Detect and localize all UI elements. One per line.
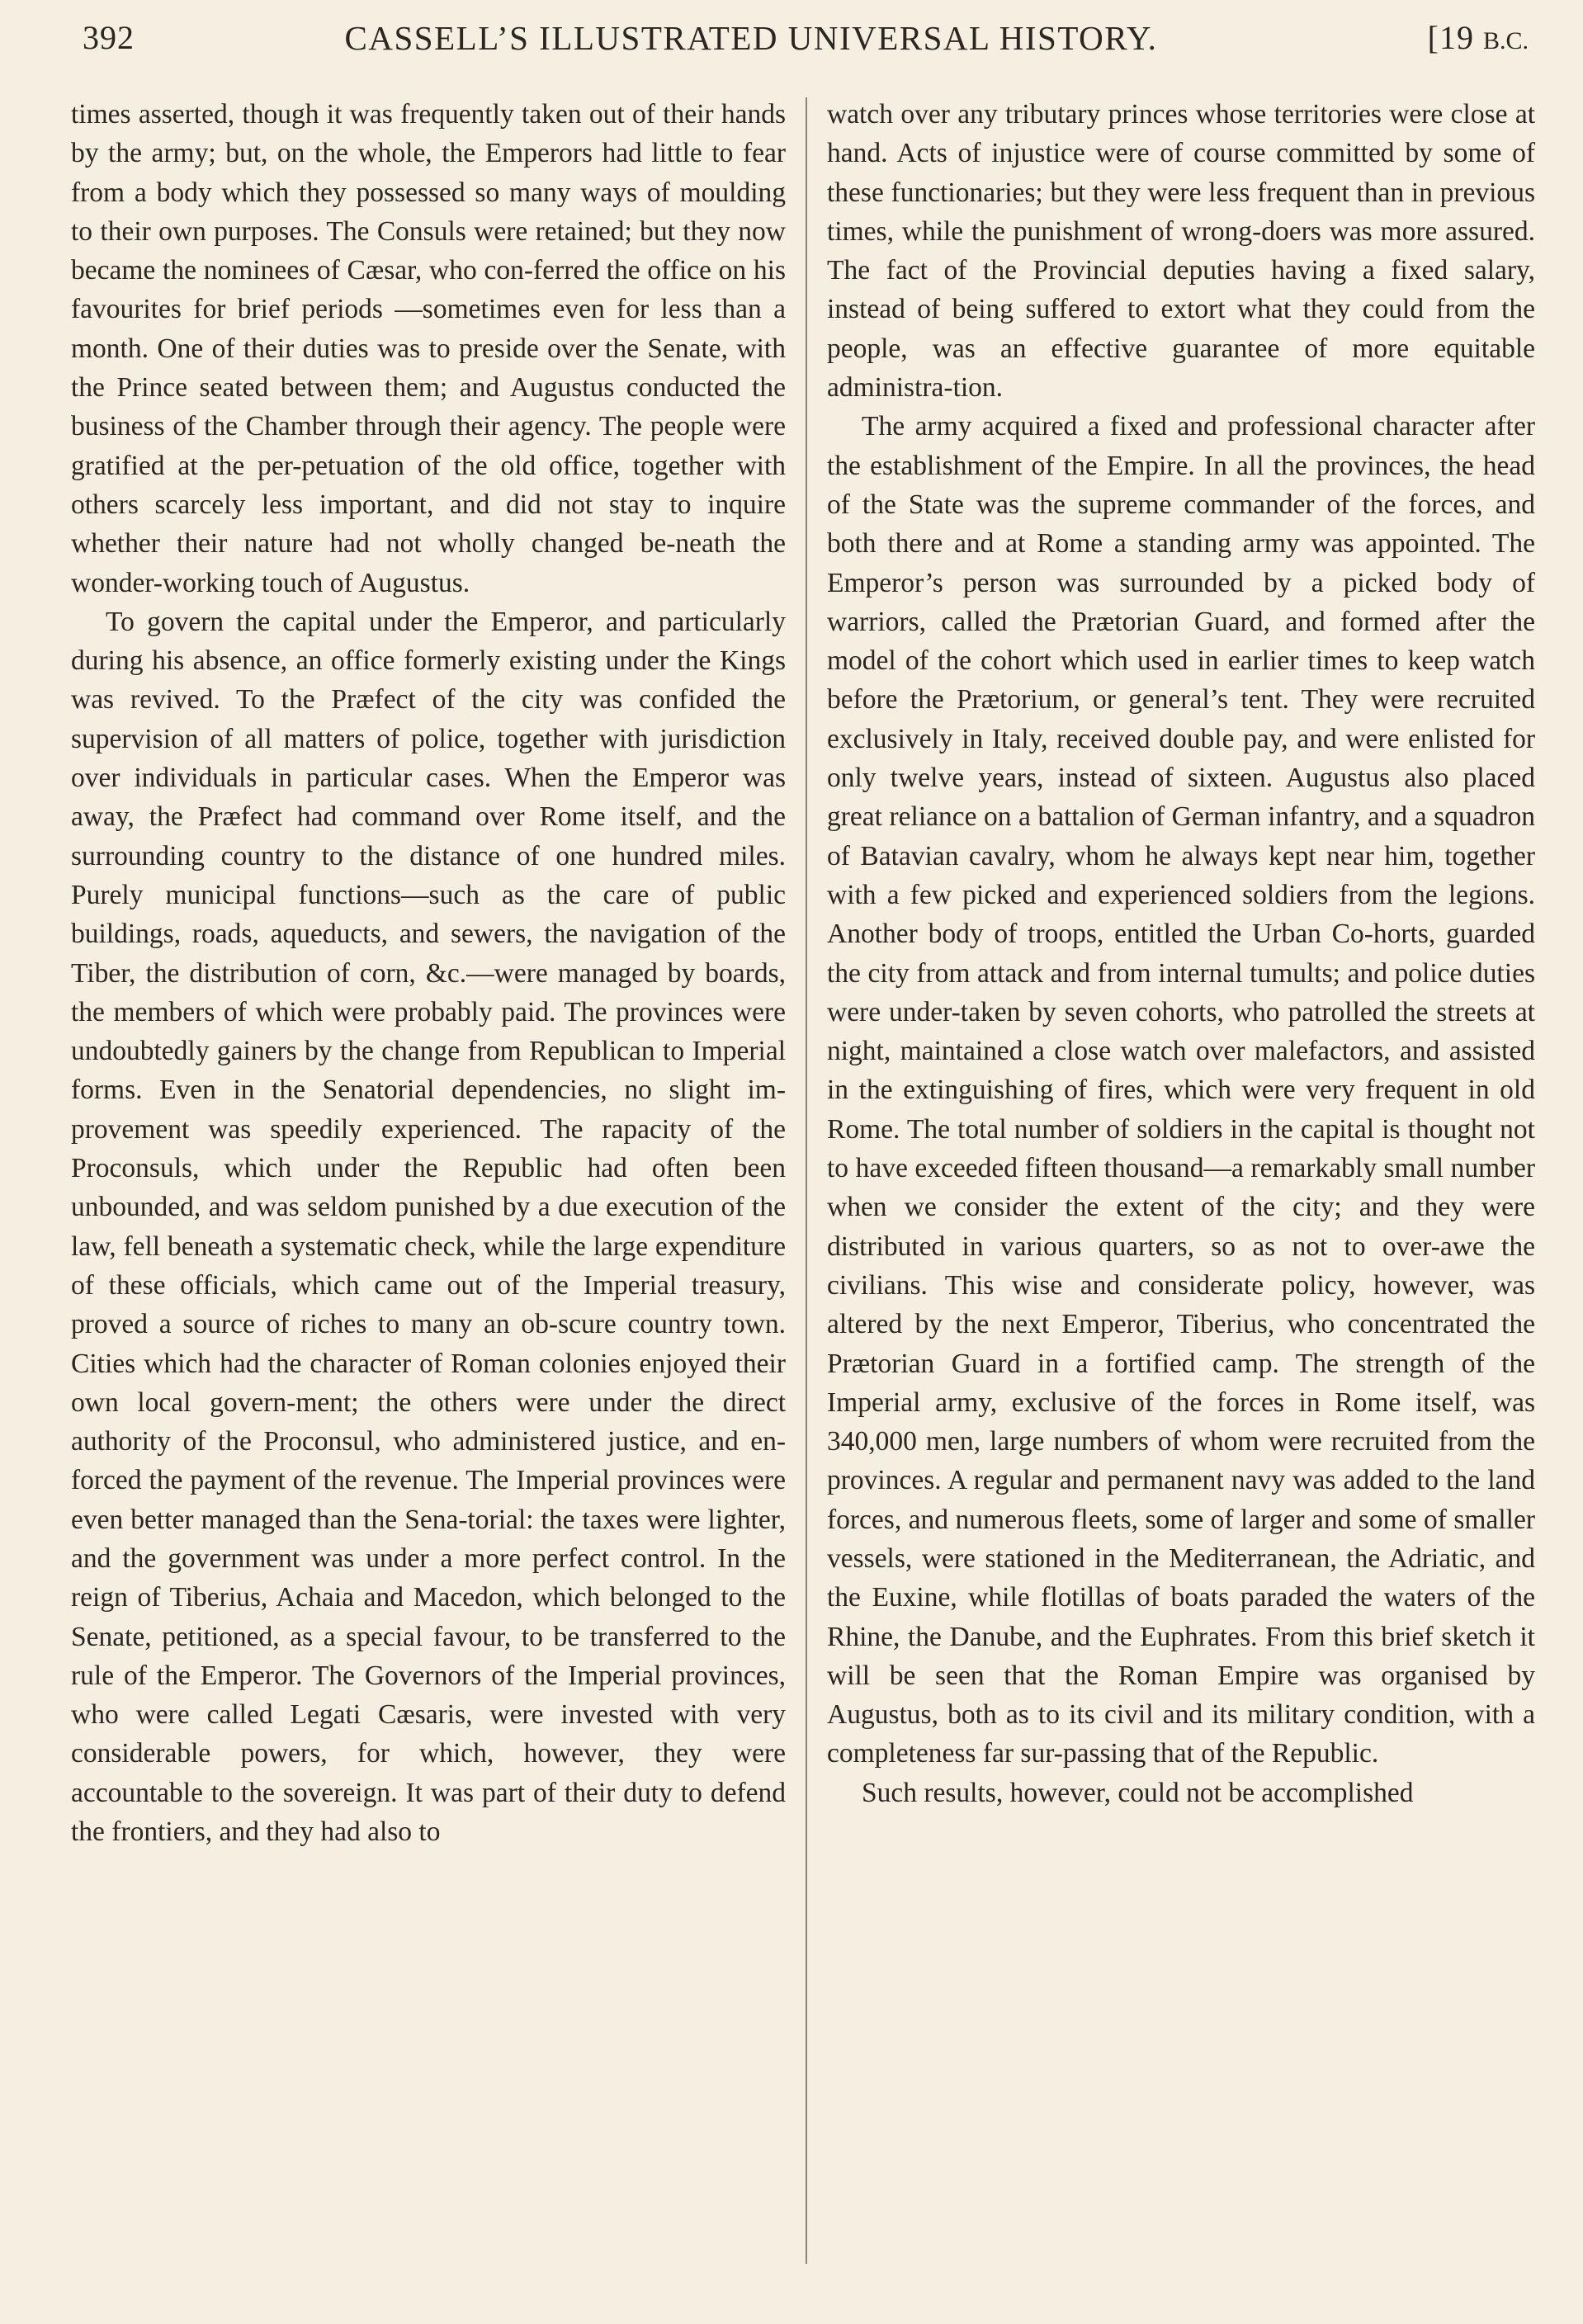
right-paragraph-2: The army acquired a fixed and professional character after the establishment of the Empire. In all the provinces, the head of the State was the supreme commander of the forces, and both there and at Rome a standing army was appointed. The Emperor’s person was surrounded by a picked body of warriors, called the Prætorian Guard, and formed after the model of the cohort which used in earlier times to keep watch before the Prætorium, or general’s tent. They were recruited exclusively in Italy, received double pay, and were enlisted for only twelve years, instead of sixteen. Augustus also placed great reliance on a battalion of German infantry, and a squadron of Batavian cavalry, whom he always kept near him, together with a few picked and experienced soldiers from the legions. Another body of troops, entitled the Urban Co-horts, guarded the city from attack and from internal tumults; and police duties were under-taken by seven cohorts, who patrolled the streets at night, maintained a close watch over malefactors, and assisted in the extinguishing of fires, which were very frequent in old Rome. The total number of soldiers in the capital is thought not to have exceeded fifteen thousand—a remarkably small number when we consider the extent of the city; and they were distributed in various quarters, so as not to over-awe the civilians. This wise and considerate policy, however, was altered by the next Emperor, Tiberius, who concentrated the Prætorian Guard in a fortified camp. The strength of the Imperial army, exclusive of the forces in Rome itself, was 340,000 men, large numbers of whom were recruited from the provinces. A regular and permanent navy was added to the land forces, and numerous fleets, some of larger and some of smaller vessels, were stationed in the Mediterranean, the Adriatic, and the Euxine, while flotillas of boats paraded the waters of the Rhine, the Danube, and the Euphrates. From this brief sketch it will be seen that the Roman Empire was organised by Augustus, both as to its civil and its military condition, with a completeness far sur-passing that of the Republic. [827,411,1535,1769]
right-paragraph-1: watch over any tributary princes whose territories were close at hand. Acts of injustice were of course committed by some of these functionaries; but they were less frequent than in previous times, while the punishment of wrong-doers was more assured. The fact of the Provincial deputies having a fixed salary, instead of being suffered to extort what they could from the people, was an effective guarantee of more equitable administra-tion. [827,99,1535,404]
date-marker [1428,18,1529,57]
date-bracket: [19 [1427,19,1474,56]
running-title: CASSELL’S ILLUSTRATED UNIVERSAL HISTORY. [344,19,1158,57]
right-paragraph-3: Such results, however, could not be accomplished [862,1777,1414,1808]
left-column [71,95,786,1851]
left-paragraph-2: To govern the capital under the Emperor, and particularly during his absence, an office formerly existing under the Kings was revived. To the Præfect of the city was confided the supervision of all matters of police, together with jurisdiction over individuals in particular cases. When the Emperor was away, the Præfect had command over Rome itself, and the surrounding country to the distance of one hundred miles. Purely municipal functions—such as the care of public buildings, roads, aqueducts, and sewers, the navigation of the Tiber, the distribution of corn, &c.—were managed by boards, the members of which were probably paid. The provinces were undoubtedly gainers by the change from Republican to Imperial forms. Even in the Senatorial dependencies, no slight im-provement was speedily experienced. The rapacity of the Proconsuls, which under the Republic had often been unbounded, and was seldom punished by a due execution of the law, fell beneath a systematic check, while the large expenditure of these officials, which came out of the Imperial treasury, proved a source of riches to many an ob-scure country town. Cities which had the character of Roman colonies enjoyed their own local govern-ment; the others were under the direct authority of the Proconsul, who administered justice, and en-forced the payment of the revenue. The Imperial provinces were even better managed than the Sena-torial: the taxes were lighter, and the government was under a more perfect control. In the reign of Tiberius, Achaia and Macedon, which belonged to the Senate, petitioned, as a special favour, to be transferred to the rule of the Emperor. The Governors of the Imperial provinces, who were called Legati Cæsaris, were invested with very considerable powers, for which, however, they were accountable to the sovereign. It was part of their duty to defend the frontiers, and they had also to [71,606,786,1848]
running-header [83,18,1529,73]
date-era: B.C. [1482,27,1529,54]
right-column [827,95,1535,1812]
left-paragraph-1: times asserted, though it was frequently taken out of their hands by the army; but, on the whole, the Emperors had little to fear from a body which they possessed so many ways of moulding to their own purposes. The Consuls were retained; but they now became the nominees of Cæsar, who con-ferred the office on his favourites for brief periods —sometimes even for less than a month. One of their duties was to preside over the Senate, with the Prince seated between them; and Augustus conducted the business of the Chamber through their agency. The people were gratified at the per-petuation of the old office, together with others scarcely less important, and did not stay to inquire whether their nature had not wholly changed be-neath the wonder-working touch of Augustus. [71,99,786,598]
page-number: 392 [83,19,135,56]
column-divider [806,97,807,2264]
